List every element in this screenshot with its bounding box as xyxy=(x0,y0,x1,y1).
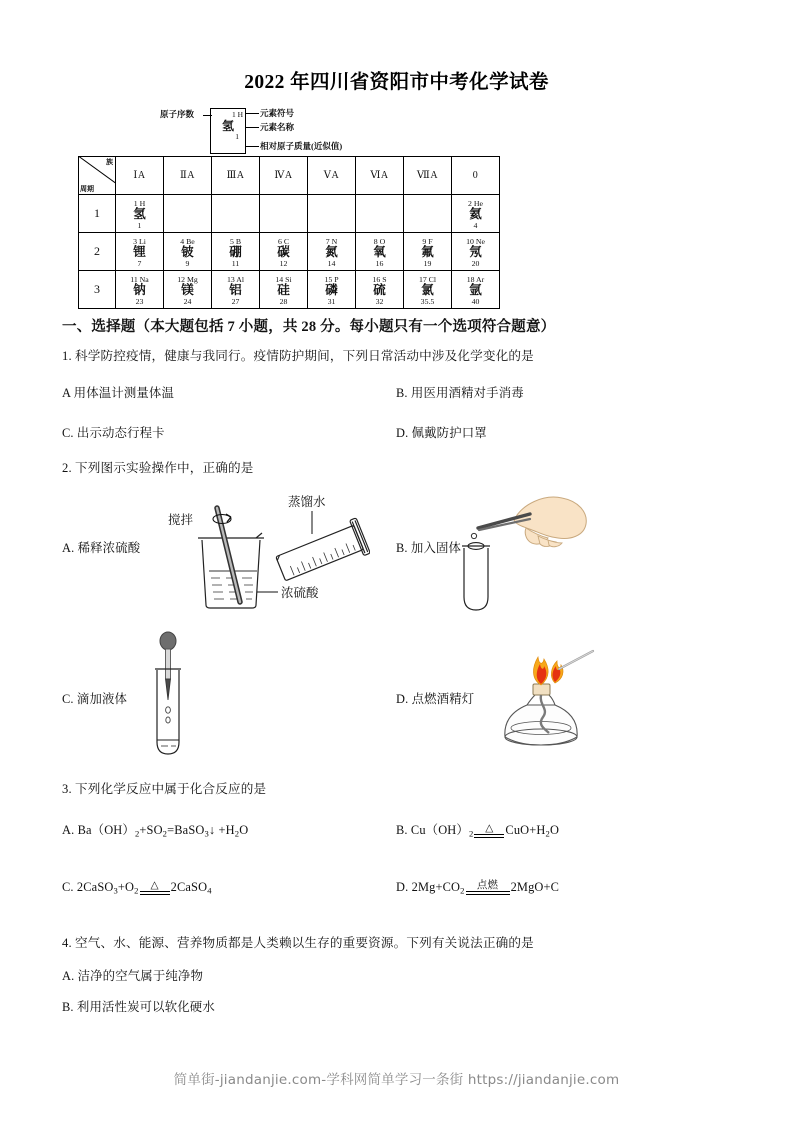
dropper-icon xyxy=(166,649,171,700)
legend-symbol-label: 元素符号 xyxy=(260,108,295,118)
question-1-stem: 1. 科学防控疫情，健康与我同行。疫情防护期间，下列日常活动中涉及化学变化的是 xyxy=(62,349,534,363)
page-title: 2022 年四川省资阳市中考化学试卷 xyxy=(244,72,549,93)
eq-a-sub4: 2 xyxy=(234,828,240,839)
element-number-symbol: 9 F xyxy=(422,236,433,246)
period-label-2: 2 xyxy=(79,233,116,271)
eq-a-equals: =BaSO xyxy=(167,823,205,837)
question-3-stem: 3. 下列化学反应中属于化合反应的是 xyxy=(62,782,267,796)
label-distilled-water: 蒸馏水 xyxy=(288,495,326,509)
reaction-condition-heat xyxy=(140,881,170,896)
condition-label: 点燃 xyxy=(476,879,499,891)
element-cell-c xyxy=(260,233,308,271)
eq-a-prefix: A. Ba（OH） xyxy=(62,823,135,837)
element-cell-cl xyxy=(404,271,452,309)
dropper-bulb-icon xyxy=(160,632,176,650)
periodic-table xyxy=(78,156,500,309)
question-2-option-c-label[interactable]: C. 滴加液体 xyxy=(62,692,128,706)
element-number-symbol: 17 Cl xyxy=(418,274,437,284)
element-name: 氦 xyxy=(469,207,482,222)
equation-c xyxy=(62,880,212,894)
element-name: 硫 xyxy=(373,283,386,298)
legend-name-label: 元素名称 xyxy=(260,122,295,132)
group-header-4a: ⅣA xyxy=(260,157,308,195)
solid-particle-icon xyxy=(471,533,476,538)
eq-b-tail: CuO+H xyxy=(505,823,546,837)
figure-add-solid xyxy=(452,492,592,617)
legend-atomic-number-label: 原子序数 xyxy=(160,109,195,119)
table-row xyxy=(79,195,500,233)
element-cell-b xyxy=(212,233,260,271)
droplet-icon xyxy=(166,707,171,713)
eq-a-mid: +SO xyxy=(139,823,163,837)
corner-period-label: 周期 xyxy=(80,185,94,193)
eq-a-tail2: O xyxy=(239,823,249,837)
element-mass: 12 xyxy=(279,258,288,268)
condition-label: △ xyxy=(150,879,159,891)
condition-arrow xyxy=(140,891,170,895)
footer-watermark: 简单街-jiandanjie.com-学科网简单学习一条街 https://jiandanjie.com xyxy=(173,1072,620,1088)
element-number-symbol: 5 B xyxy=(229,236,242,246)
element-cell-si xyxy=(260,271,308,309)
element-mass: 19 xyxy=(423,258,432,268)
element-cell-n xyxy=(308,233,356,271)
element-cell-al xyxy=(212,271,260,309)
element-cell-na xyxy=(116,271,164,309)
element-name: 氟 xyxy=(421,245,434,260)
element-number-symbol: 13 Al xyxy=(226,274,245,284)
element-number-symbol: 2 He xyxy=(468,198,483,208)
element-mass: 11 xyxy=(231,258,240,268)
group-header-3a: ⅢA xyxy=(212,157,260,195)
match-icon xyxy=(559,651,593,669)
question-2-option-a-label[interactable]: A. 稀释浓硫酸 xyxy=(62,541,141,555)
group-header-7a: ⅦA xyxy=(404,157,452,195)
eq-b-tail2: O xyxy=(549,823,560,837)
question-1-option-c[interactable]: C. 出示动态行程卡 xyxy=(62,426,165,440)
element-number-symbol: 14 Si xyxy=(275,274,292,284)
question-3-option-c[interactable] xyxy=(62,880,212,895)
element-mass: 20 xyxy=(471,258,480,268)
equation-b xyxy=(396,823,559,837)
eq-c-prefix: C. 2CaSO xyxy=(62,880,114,894)
element-mass: 14 xyxy=(327,258,336,268)
element-number-symbol: 7 N xyxy=(325,236,338,246)
eq-a-tail: ↓ +H xyxy=(208,823,235,837)
figure-add-liquid xyxy=(140,630,210,760)
question-3-option-a[interactable] xyxy=(62,820,248,838)
question-2-option-b-label[interactable]: B. 加入固体 xyxy=(396,541,462,555)
eq-b-sub2: 2 xyxy=(545,828,550,839)
element-name: 氩 xyxy=(469,283,482,298)
element-cell-empty xyxy=(404,195,452,233)
eq-c-sub3: 4 xyxy=(207,885,212,896)
element-number-symbol: 8 O xyxy=(373,236,386,246)
eq-c-mid: +O xyxy=(117,880,135,894)
test-tube-icon xyxy=(462,543,490,610)
element-cell-ar xyxy=(452,271,500,309)
element-cell-li xyxy=(116,233,164,271)
corner-group-label: 族 xyxy=(106,158,113,166)
element-name: 氧 xyxy=(373,245,386,260)
flame-icon xyxy=(533,657,563,685)
condition-arrow xyxy=(466,891,510,895)
element-name: 锂 xyxy=(133,245,146,260)
element-number-symbol: 18 Ar xyxy=(466,274,485,284)
reaction-condition-heat xyxy=(474,824,504,839)
section-heading: 一、选择题（本大题包括 7 小题，共 28 分。每小题只有一个选项符合题意） xyxy=(62,319,556,335)
figure-light-alcohol-lamp xyxy=(487,645,597,757)
legend-cell-mass: 1 xyxy=(235,131,239,141)
element-name: 氮 xyxy=(325,245,338,260)
group-header-6a: ⅥA xyxy=(356,157,404,195)
eq-b-prefix: B. Cu（OH） xyxy=(396,823,469,837)
eq-d-prefix: D. 2Mg+CO xyxy=(396,880,461,894)
element-cell-f xyxy=(404,233,452,271)
element-number-symbol: 1 H xyxy=(133,198,146,208)
element-name: 镁 xyxy=(181,283,194,298)
element-name: 磷 xyxy=(325,283,338,298)
question-1-option-b[interactable]: B. 用医用酒精对手消毒 xyxy=(396,386,524,400)
eq-d-sub1: 2 xyxy=(460,885,465,896)
droplet-icon xyxy=(166,717,170,723)
element-cell-p xyxy=(308,271,356,309)
element-mass: 35.5 xyxy=(420,296,435,306)
question-3-option-b[interactable] xyxy=(396,820,559,838)
element-cell-ne xyxy=(452,233,500,271)
condition-arrow xyxy=(474,834,504,838)
element-cell-empty xyxy=(260,195,308,233)
element-cell-empty xyxy=(164,195,212,233)
table-row xyxy=(79,233,500,271)
element-number-symbol: 15 P xyxy=(324,274,339,284)
legend-cell-number-symbol: 1 H xyxy=(231,110,243,119)
element-cell-s xyxy=(356,271,404,309)
eq-c-sub1: 3 xyxy=(113,885,118,896)
group-header-2a: ⅡA xyxy=(164,157,212,195)
element-mass: 27 xyxy=(231,296,240,306)
element-mass: 7 xyxy=(137,258,142,268)
element-name: 氢 xyxy=(133,207,146,222)
legend-leader-symbol xyxy=(246,113,259,114)
question-1-option-d[interactable]: D. 佩戴防护口罩 xyxy=(396,426,487,440)
element-name: 铍 xyxy=(181,245,194,260)
equation-d xyxy=(396,880,559,894)
periodic-table-legend xyxy=(160,104,420,160)
eq-a-sub2: 2 xyxy=(162,828,168,839)
measuring-cylinder-icon xyxy=(274,518,370,587)
eq-a-sub1: 2 xyxy=(134,828,140,839)
equation-a xyxy=(62,823,248,837)
table-row xyxy=(79,271,500,309)
legend-leader-name xyxy=(246,127,259,128)
element-number-symbol: 3 Li xyxy=(133,236,146,246)
question-3-option-d[interactable] xyxy=(396,880,559,895)
element-mass: 4 xyxy=(473,220,478,230)
element-cell-empty xyxy=(356,195,404,233)
question-4-stem: 4. 空气、水、能源、营养物质都是人类赖以生存的重要资源。下列有关说法正确的是 xyxy=(62,936,534,950)
eq-a-sub3: 3 xyxy=(204,828,209,839)
eq-b-sub1: 2 xyxy=(468,828,474,839)
element-number-symbol: 4 Be xyxy=(180,236,195,246)
element-mass: 23 xyxy=(135,296,144,306)
element-mass: 1 xyxy=(137,220,142,230)
element-cell-h xyxy=(116,195,164,233)
element-name: 硅 xyxy=(277,283,290,298)
table-corner-cell xyxy=(79,157,116,195)
element-mass: 32 xyxy=(375,296,384,306)
element-cell-o xyxy=(356,233,404,271)
element-cell-empty xyxy=(308,195,356,233)
question-2-option-d-label[interactable]: D. 点燃酒精灯 xyxy=(396,692,475,706)
element-cell-he xyxy=(452,195,500,233)
period-label-3: 3 xyxy=(79,271,116,309)
period-label-1: 1 xyxy=(79,195,116,233)
element-number-symbol: 16 S xyxy=(372,274,387,284)
element-name: 钠 xyxy=(133,283,146,298)
wick-holder-icon xyxy=(533,684,550,695)
legend-element-cell xyxy=(210,108,246,154)
hand-icon xyxy=(514,497,586,547)
question-2-stem: 2. 下列图示实验操作中，正确的是 xyxy=(62,461,254,475)
condition-label: △ xyxy=(485,822,494,834)
element-cell-mg xyxy=(164,271,212,309)
element-number-symbol: 11 Na xyxy=(130,274,149,284)
element-mass: 16 xyxy=(375,258,384,268)
element-cell-empty xyxy=(212,195,260,233)
element-name: 氖 xyxy=(469,245,482,260)
element-mass: 9 xyxy=(185,258,190,268)
group-header-0: 0 xyxy=(452,157,500,195)
question-4-option-a[interactable]: A. 洁净的空气属于纯净物 xyxy=(62,969,203,983)
element-name: 硼 xyxy=(229,245,242,260)
element-number-symbol: 6 C xyxy=(277,236,290,246)
figure-dilute-sulfuric-acid xyxy=(160,492,370,617)
label-concentrated-acid: 浓硫酸 xyxy=(281,586,319,600)
group-header-1a: ⅠA xyxy=(116,157,164,195)
element-number-symbol: 12 Mg xyxy=(177,274,198,284)
element-name: 铝 xyxy=(229,283,242,298)
question-1-option-a[interactable]: A 用体温计测量体温 xyxy=(62,386,174,400)
element-mass: 28 xyxy=(279,296,288,306)
label-stir: 搅拌 xyxy=(168,513,194,527)
periodic-table-header-row xyxy=(79,157,500,195)
element-cell-be xyxy=(164,233,212,271)
legend-leader-mass xyxy=(246,146,259,147)
eq-c-sub2: 2 xyxy=(134,885,139,896)
element-name: 碳 xyxy=(277,245,290,260)
element-mass: 24 xyxy=(183,296,192,306)
group-header-5a: ⅤA xyxy=(308,157,356,195)
element-name: 氯 xyxy=(421,283,434,298)
legend-mass-label: 相对原子质量(近似值) xyxy=(260,141,343,151)
question-4-option-b[interactable]: B. 利用活性炭可以软化硬水 xyxy=(62,1000,215,1014)
element-number-symbol: 10 Ne xyxy=(466,236,485,246)
reaction-condition-ignite xyxy=(466,881,510,896)
eq-c-tail: 2CaSO xyxy=(170,880,208,894)
element-mass: 31 xyxy=(327,296,336,306)
legend-cell-name: 氢 xyxy=(221,118,234,133)
eq-d-tail: 2MgO+C xyxy=(510,880,560,894)
element-mass: 40 xyxy=(471,296,480,306)
